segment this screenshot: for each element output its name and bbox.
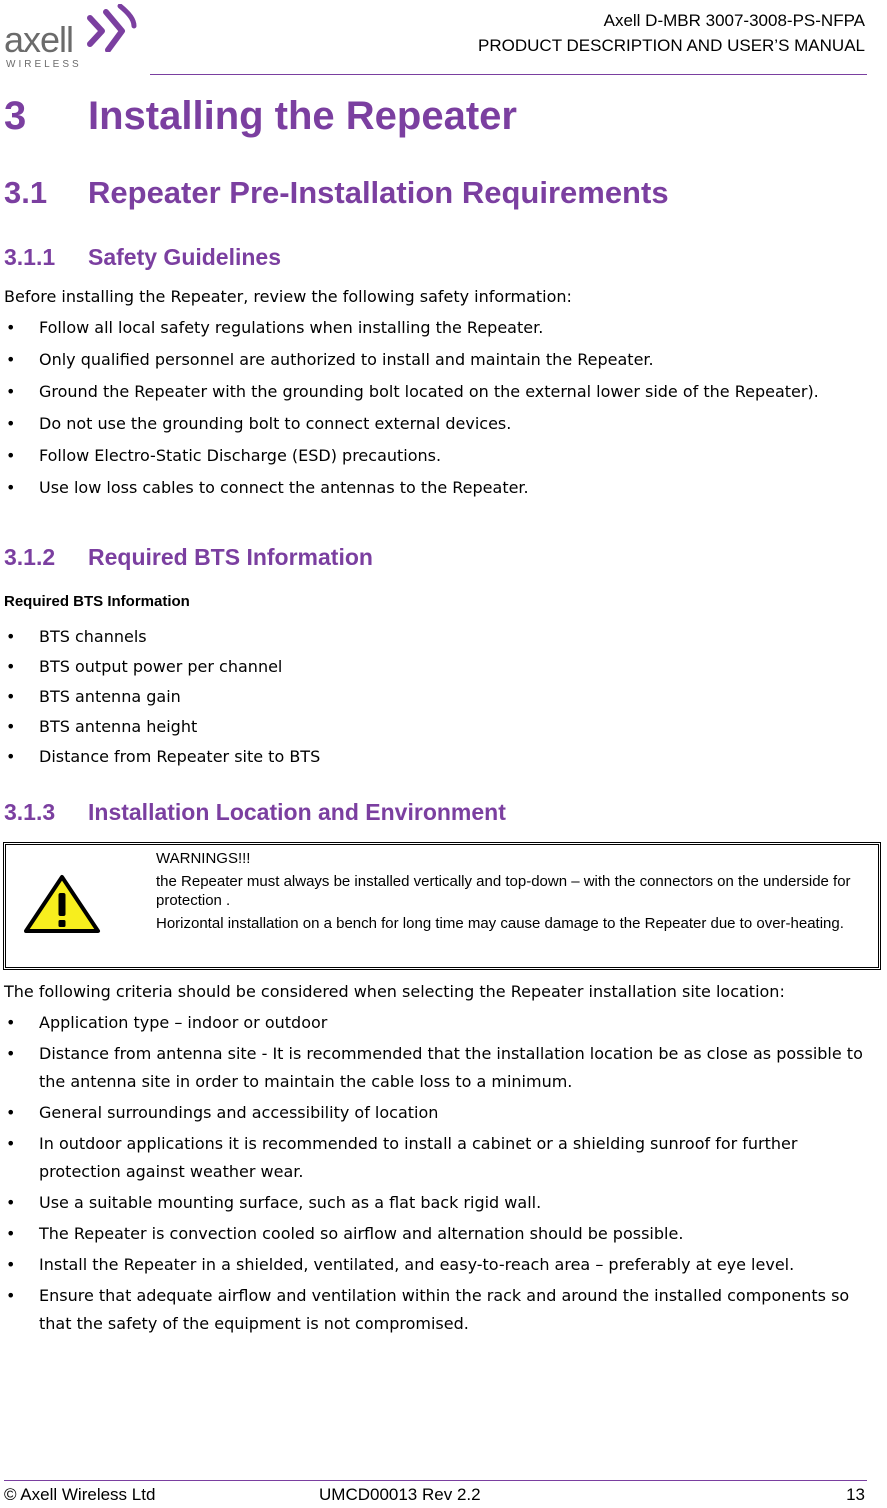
bts-heading xyxy=(4,542,373,572)
header-title xyxy=(478,8,865,58)
location-body xyxy=(4,978,879,1341)
section-title: Repeater Pre-Installation Requirements xyxy=(88,175,669,210)
list-item: • BTS channels xyxy=(4,623,879,651)
bts-title: Required BTS Information xyxy=(88,544,373,570)
section-heading xyxy=(4,173,669,213)
list-item: • General surroundings and accessibility of location xyxy=(4,1099,879,1127)
axell-logo xyxy=(4,2,144,72)
bts-subhead: Required BTS Information xyxy=(4,593,190,610)
chapter-heading xyxy=(4,92,517,140)
footer-doc-id: UMCD00013 Rev 2.2 xyxy=(319,1485,481,1504)
footer-divider xyxy=(4,1480,867,1481)
warning-text xyxy=(156,849,868,937)
list-item: • BTS antenna height xyxy=(4,713,879,741)
list-item: • Do not use the grounding bolt to connect external devices. xyxy=(4,410,879,438)
list-item: • Follow Electro-Static Discharge (ESD) precautions. xyxy=(4,442,879,470)
bts-list xyxy=(4,623,879,771)
list-item: • Distance from Repeater site to BTS xyxy=(4,743,879,771)
list-item: • In outdoor applications it is recommended to install a cabinet or a shielding sunroof for further protection against weather wear. xyxy=(4,1130,879,1186)
footer-copyright: © Axell Wireless Ltd xyxy=(4,1485,156,1504)
logo-chevrons-icon xyxy=(86,4,138,52)
list-item: • Use a suitable mounting surface, such as a flat back rigid wall. xyxy=(4,1189,879,1217)
list-item: • BTS output power per channel xyxy=(4,653,879,681)
safety-body xyxy=(4,283,879,506)
list-item: • Use low loss cables to connect the antennas to the Repeater. xyxy=(4,474,879,502)
bts-body xyxy=(4,623,879,773)
bts-number: 3.1.2 xyxy=(4,544,56,570)
list-item: • Ground the Repeater with the grounding bolt located on the external lower side of the Repeater). xyxy=(4,378,879,406)
location-list xyxy=(4,1009,879,1338)
safety-number: 3.1.1 xyxy=(4,244,56,270)
location-intro: The following criteria should be considered when selecting the Repeater installation site location: xyxy=(4,982,785,1001)
list-item: • Ensure that adequate airflow and ventilation within the rack and around the installed components so that the safety of the equipment is not compromised. xyxy=(4,1282,879,1338)
header-title-line2: PRODUCT DESCRIPTION AND USER’S MANUAL xyxy=(478,36,865,55)
warning-title: WARNINGS!!! xyxy=(156,850,251,867)
logo-wordmark: axell xyxy=(4,19,74,60)
warning-line1: the Repeater must always be installed vertically and top-down – with the connectors on the underside for protection . xyxy=(156,873,851,909)
list-item: • Follow all local safety regulations when installing the Repeater. xyxy=(4,314,879,342)
list-item: • The Repeater is convection cooled so airflow and alternation should be possible. xyxy=(4,1220,879,1248)
list-item: • Application type – indoor or outdoor xyxy=(4,1009,879,1037)
safety-title: Safety Guidelines xyxy=(88,244,282,270)
warning-triangle-icon xyxy=(22,873,102,935)
logo-subtitle: WIRELESS xyxy=(6,59,82,70)
header-divider xyxy=(150,74,867,75)
safety-intro: Before installing the Repeater, review the following safety information: xyxy=(4,287,572,306)
list-item: • Distance from antenna site - It is recommended that the installation location be as close as possible to the antenna site in order to maintain the cable loss to a minimum. xyxy=(4,1040,879,1096)
header-title-line1: Axell D-MBR 3007-3008-PS-NFPA xyxy=(603,11,865,30)
safety-heading xyxy=(4,242,281,272)
section-number: 3.1 xyxy=(4,175,48,210)
chapter-title: Installing the Repeater xyxy=(88,94,517,138)
location-number: 3.1.3 xyxy=(4,799,56,825)
list-item: • Install the Repeater in a shielded, ventilated, and easy-to-reach area – preferably at eye level. xyxy=(4,1251,879,1279)
list-item: • BTS antenna gain xyxy=(4,683,879,711)
list-item: • Only qualified personnel are authorized to install and maintain the Repeater. xyxy=(4,346,879,374)
warning-line2: Horizontal installation on a bench for long time may cause damage to the Repeater due to over-heating. xyxy=(156,915,844,932)
location-title: Installation Location and Environment xyxy=(88,799,506,825)
chapter-number: 3 xyxy=(4,94,27,138)
safety-list xyxy=(4,314,879,502)
warning-box xyxy=(3,842,881,970)
location-heading xyxy=(4,797,506,827)
footer-page-number: 13 xyxy=(846,1485,865,1504)
